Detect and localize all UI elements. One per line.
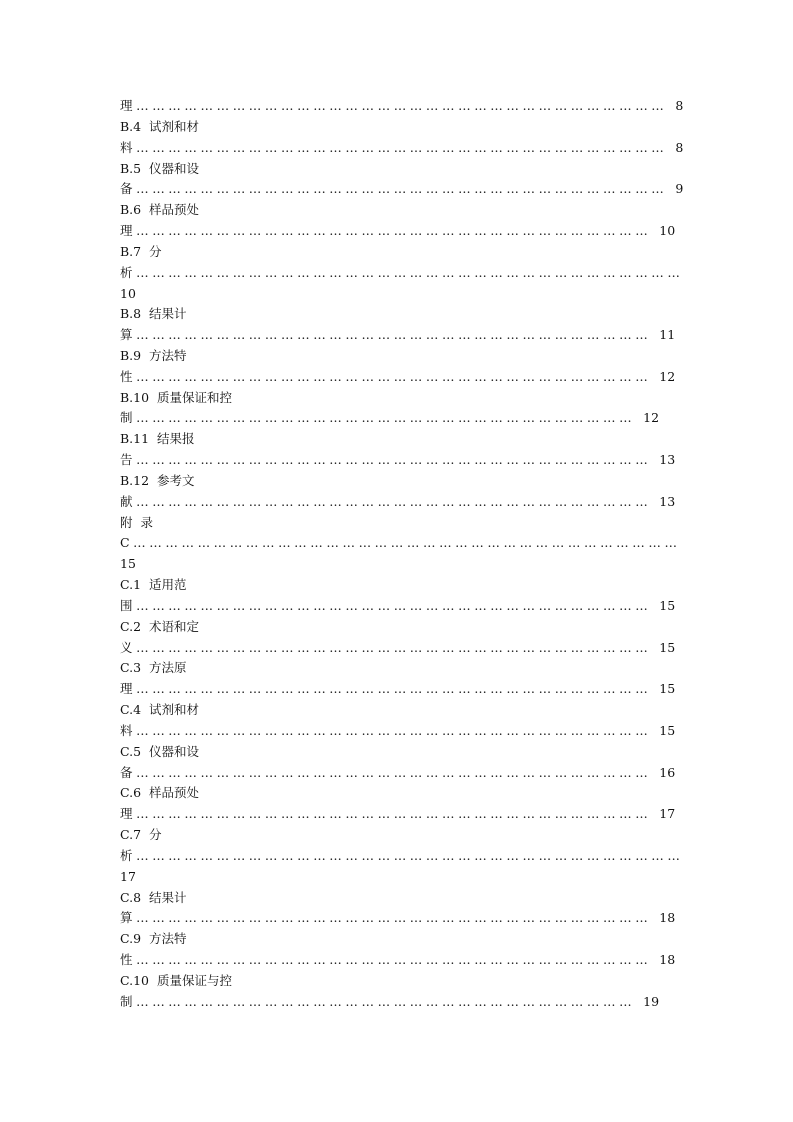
toc-line (120, 845, 684, 866)
toc-line (120, 262, 684, 283)
toc-line (120, 137, 683, 158)
toc-line (120, 158, 199, 179)
toc-line (120, 324, 675, 345)
toc-page-number: 10 (651, 223, 676, 238)
toc-line (120, 595, 675, 616)
toc-line (120, 928, 187, 949)
toc-line (120, 95, 683, 116)
toc-line-text: 理……………………………………………………………………………………… (120, 98, 668, 113)
toc-line-text: C………………………………………………………………………………………… (120, 535, 681, 551)
toc-line (120, 720, 675, 741)
toc-line (120, 803, 675, 824)
toc-line (120, 241, 162, 262)
toc-line-text: B.12 参考文 (120, 472, 195, 488)
toc-line-text: 备……………………………………………………………………………………… (120, 181, 668, 197)
toc-line (120, 991, 659, 1012)
toc-line-text: B.5 仪器和设 (120, 160, 200, 176)
toc-page-number: 16 (651, 764, 676, 780)
toc-line-text: 围…………………………………………………………………………………… (120, 597, 652, 613)
toc-line (120, 449, 675, 470)
toc-page-number: 15 (651, 722, 676, 738)
toc-line-text: 析………………………………………………………………………………………… (120, 264, 684, 280)
toc-line (120, 741, 199, 762)
toc-line (120, 366, 675, 387)
toc-line (120, 970, 232, 991)
toc-line (120, 220, 675, 241)
toc-line-text: 附 录 (120, 514, 153, 530)
toc-line-text: B.6 样品预处 (120, 202, 200, 218)
toc-page-number: 15 (651, 597, 676, 613)
toc-line-text: 料…………………………………………………………………………………… (120, 722, 652, 738)
toc-line-text: B.7 分 (120, 243, 162, 259)
toc-page-number: 18 (651, 952, 676, 967)
toc-line (120, 678, 675, 699)
toc-line (120, 553, 136, 574)
toc-page-number: 12 (635, 410, 660, 426)
toc-line-text: C.8 结果计 (120, 889, 187, 905)
toc-line (120, 283, 136, 304)
toc-page-number: 11 (651, 327, 676, 343)
toc-line (120, 949, 675, 970)
toc-line-text: 10 (120, 285, 136, 301)
toc-line (120, 407, 659, 428)
toc-line (120, 387, 232, 408)
toc-page-number: 13 (651, 452, 676, 468)
toc-line-text: C.5 仪器和设 (120, 743, 199, 759)
toc-line-text: B.11 结果报 (120, 431, 195, 447)
toc-line-text: 备…………………………………………………………………………………… (120, 764, 652, 780)
toc-line-text: 理…………………………………………………………………………………… (120, 806, 652, 822)
toc-page-number: 8 (667, 98, 684, 113)
toc-line (120, 303, 187, 324)
toc-line (120, 574, 187, 595)
toc-line (120, 512, 153, 533)
toc-line-text: C.1 适用范 (120, 577, 187, 593)
toc-line (120, 887, 187, 908)
toc-line-text: 制………………………………………………………………………………… (120, 410, 636, 426)
toc-line (120, 866, 136, 887)
toc-line-text: 告…………………………………………………………………………………… (120, 452, 652, 468)
toc-line (120, 428, 195, 449)
toc-page-number: 13 (651, 493, 676, 509)
toc-page-number: 8 (667, 139, 684, 155)
toc-page-number: 18 (651, 910, 676, 926)
toc-line-text: B.10 质量保证和控 (120, 389, 233, 405)
toc-line (120, 116, 199, 137)
toc-line (120, 345, 187, 366)
toc-line (120, 762, 675, 783)
toc-line-text: 制………………………………………………………………………………… (120, 993, 636, 1009)
toc-line (120, 199, 199, 220)
toc-line-text: 献…………………………………………………………………………………… (120, 493, 652, 509)
toc-page-number: 9 (667, 181, 684, 197)
toc-line (120, 637, 675, 658)
toc-page-number: 15 (651, 681, 676, 697)
toc-line-text: B.4 试剂和材 (120, 118, 200, 134)
toc-line (120, 699, 199, 720)
toc-line-text: 17 (120, 868, 136, 884)
toc-line-text: C.9 方法特 (120, 931, 187, 947)
toc-line (120, 470, 195, 491)
toc-line-text: B.8 结果计 (120, 306, 187, 322)
toc-line (120, 532, 681, 553)
toc-line-text: 算…………………………………………………………………………………… (120, 910, 652, 926)
toc-line-text: 理…………………………………………………………………………………… (120, 223, 652, 238)
toc-line (120, 907, 675, 928)
toc-line-text: 析………………………………………………………………………………………… (120, 847, 684, 863)
toc-line-text: C.3 方法原 (120, 660, 187, 676)
toc-line-text: C.2 术语和定 (120, 618, 199, 634)
toc-line-text: C.7 分 (120, 827, 162, 842)
toc-line-text: C.6 样品预处 (120, 785, 199, 801)
toc-line (120, 491, 675, 512)
toc-page-number: 12 (651, 368, 676, 384)
toc-line-text: 义…………………………………………………………………………………… (120, 639, 652, 655)
toc-line-text: 15 (120, 556, 136, 572)
toc-line-text: B.9 方法特 (120, 348, 187, 363)
toc-page-number: 19 (635, 993, 660, 1009)
toc-line-text: 算…………………………………………………………………………………… (120, 327, 652, 343)
toc-line-text: 性…………………………………………………………………………………… (120, 368, 652, 384)
toc-line-text: 性…………………………………………………………………………………… (120, 952, 652, 967)
toc-line-text: C.4 试剂和材 (120, 702, 199, 718)
toc-line-text: 理…………………………………………………………………………………… (120, 681, 652, 697)
toc-line (120, 824, 162, 845)
toc-line-text: C.10 质量保证与控 (120, 972, 232, 988)
toc-line (120, 178, 683, 199)
toc-page-number: 17 (651, 806, 676, 822)
toc-page-number: 15 (651, 639, 676, 655)
toc-line-text: 料……………………………………………………………………………………… (120, 139, 668, 155)
toc-line (120, 616, 199, 637)
toc-line (120, 657, 187, 678)
toc-line (120, 782, 199, 803)
